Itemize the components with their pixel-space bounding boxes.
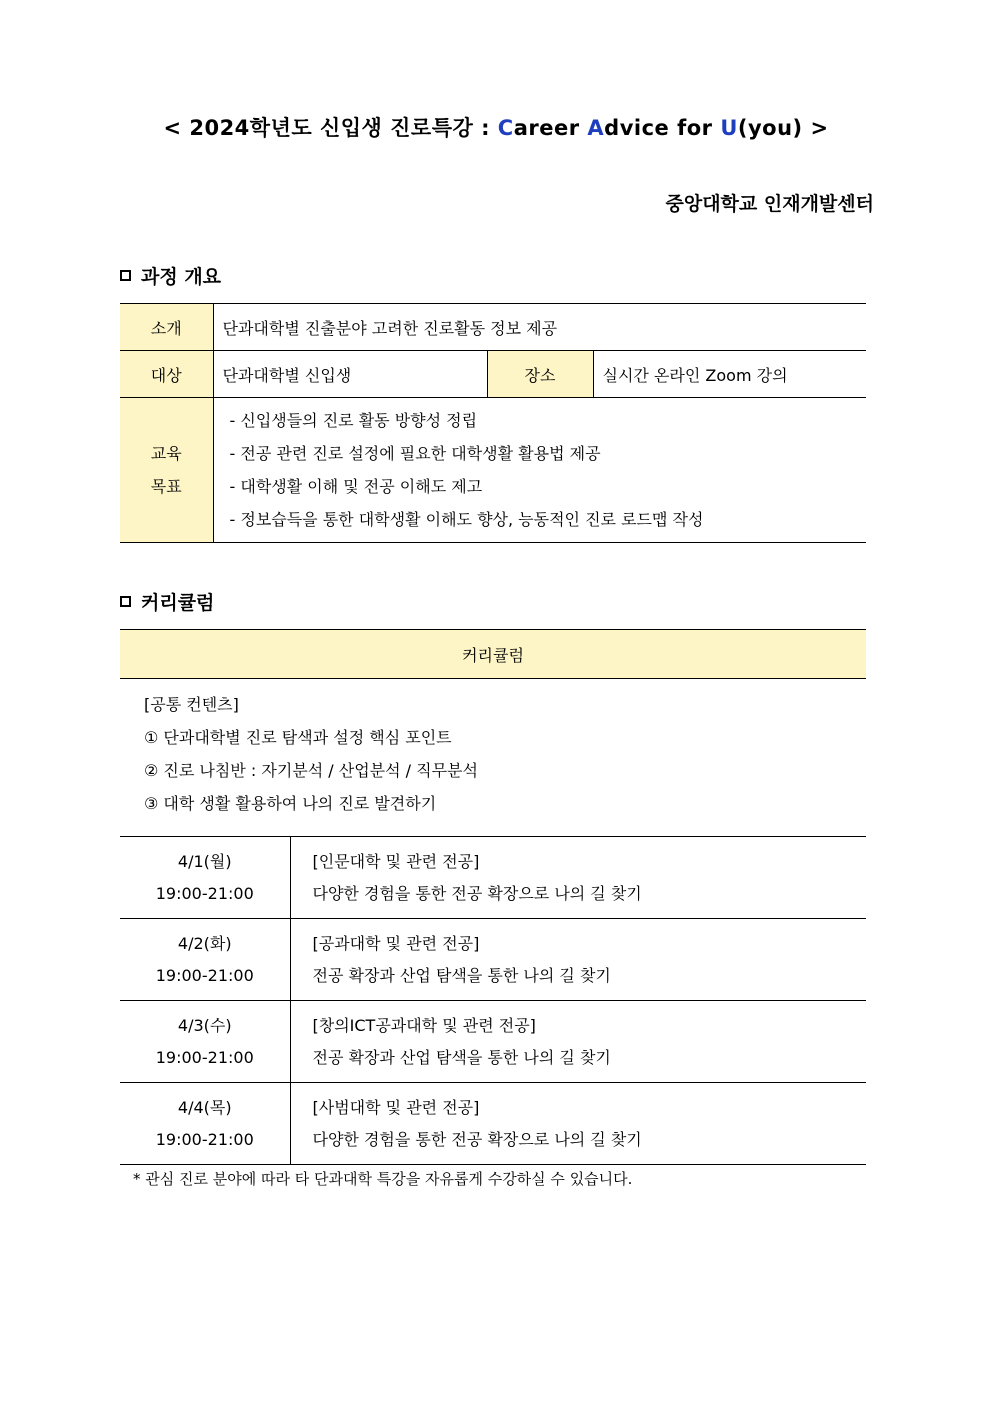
- session-content: [290, 919, 866, 1001]
- session-desc: 다양한 경험을 통한 전공 확장으로 나의 길 찾기: [312, 1129, 642, 1149]
- session-content: [290, 1001, 866, 1083]
- place-value: 실시간 온라인 Zoom 강의: [593, 351, 866, 398]
- session-content: [290, 1083, 866, 1165]
- curriculum-header-row: [120, 630, 866, 679]
- footnote: * 관심 진로 분야에 따라 타 단과대학 특강을 자유롭게 수강하실 수 있습니다.: [133, 1170, 633, 1188]
- session-title: [사범대학 및 관련 전공]: [312, 1097, 480, 1117]
- overview-row-target: [120, 351, 866, 398]
- session-date: 4/1(월): [177, 851, 232, 871]
- common-item: ③ 대학 생활 활용하여 나의 진로 발견하기: [144, 794, 437, 813]
- common-item: ② 진로 나침반 : 자기분석 / 산업분석 / 직무분석: [144, 761, 478, 780]
- goal-item: - 정보습득을 통한 대학생활 이해도 향상, 능동적인 진로 로드맵 작성: [229, 510, 704, 529]
- checkbox-square-icon: [120, 270, 131, 281]
- session-content: [290, 837, 866, 919]
- session-schedule: [120, 1001, 290, 1083]
- title-prefix: < 2024학년도 신입생 진로특강 :: [163, 116, 498, 140]
- overview-row-intro: [120, 304, 866, 351]
- goals-label-line-1: 교육: [150, 444, 182, 463]
- overview-row-goals: [120, 398, 866, 543]
- goals-label: [120, 398, 213, 543]
- session-date: 4/3(수): [177, 1015, 232, 1035]
- session-desc: 전공 확장과 산업 탐색을 통한 나의 길 찾기: [312, 1047, 611, 1067]
- session-time: 19:00-21:00: [155, 965, 254, 985]
- common-contents-cell: [120, 679, 866, 837]
- session-time: 19:00-21:00: [155, 883, 254, 903]
- session-title: [공과대학 및 관련 전공]: [312, 933, 480, 953]
- goals-list: [214, 404, 867, 536]
- title-accent-a: A: [587, 116, 605, 140]
- overview-table: [120, 303, 866, 543]
- session-schedule: [120, 919, 290, 1001]
- place-label: 장소: [487, 351, 593, 398]
- organization-name: 중앙대학교 인재개발센터: [665, 193, 874, 215]
- session-title: [창의ICT공과대학 및 관련 전공]: [312, 1015, 536, 1035]
- curriculum-table: [120, 629, 866, 1165]
- session-row: [120, 919, 866, 1001]
- goal-item: - 대학생활 이해 및 전공 이해도 제고: [229, 477, 483, 496]
- session-time: 19:00-21:00: [155, 1129, 254, 1149]
- goals-cell: [213, 398, 866, 543]
- title-accent-c: C: [497, 116, 514, 140]
- session-date: 4/2(화): [177, 933, 232, 953]
- title-accent-u: U: [720, 116, 738, 140]
- session-row: [120, 1083, 866, 1165]
- curriculum-table-header: 커리큘럼: [120, 630, 866, 679]
- overview-heading-text: 과정 개요: [141, 266, 222, 288]
- session-desc: 다양한 경험을 통한 전공 확장으로 나의 길 찾기: [312, 883, 642, 903]
- common-contents-title: [공통 컨텐츠]: [144, 695, 239, 714]
- intro-label: 소개: [120, 304, 213, 351]
- page-title: [0, 112, 992, 142]
- session-row: [120, 1001, 866, 1083]
- session-schedule: [120, 837, 290, 919]
- session-row: [120, 837, 866, 919]
- common-item: ① 단과대학별 진로 탐색과 설정 핵심 포인트: [144, 728, 452, 747]
- session-date: 4/4(목): [177, 1097, 232, 1117]
- target-value: 단과대학별 신입생: [213, 351, 487, 398]
- title-part-a: dvice for: [604, 116, 721, 140]
- curriculum-heading-text: 커리큘럼: [141, 592, 215, 614]
- goals-label-line-2: 목표: [150, 477, 182, 496]
- session-time: 19:00-21:00: [155, 1047, 254, 1067]
- session-title: [인문대학 및 관련 전공]: [312, 851, 480, 871]
- goal-item: - 전공 관련 진로 설정에 필요한 대학생활 활용법 제공: [229, 444, 601, 463]
- intro-value: 단과대학별 진출분야 고려한 진로활동 정보 제공: [213, 304, 866, 351]
- target-label: 대상: [120, 351, 213, 398]
- title-suffix: (you) >: [737, 116, 829, 140]
- session-schedule: [120, 1083, 290, 1165]
- checkbox-square-icon: [120, 596, 131, 607]
- session-desc: 전공 확장과 산업 탐색을 통한 나의 길 찾기: [312, 965, 611, 985]
- common-contents-row: [120, 679, 866, 837]
- curriculum-heading: [120, 588, 214, 615]
- title-part-c: areer: [513, 116, 588, 140]
- goal-item: - 신입생들의 진로 활동 방향성 정립: [229, 411, 478, 430]
- overview-heading: [120, 262, 221, 289]
